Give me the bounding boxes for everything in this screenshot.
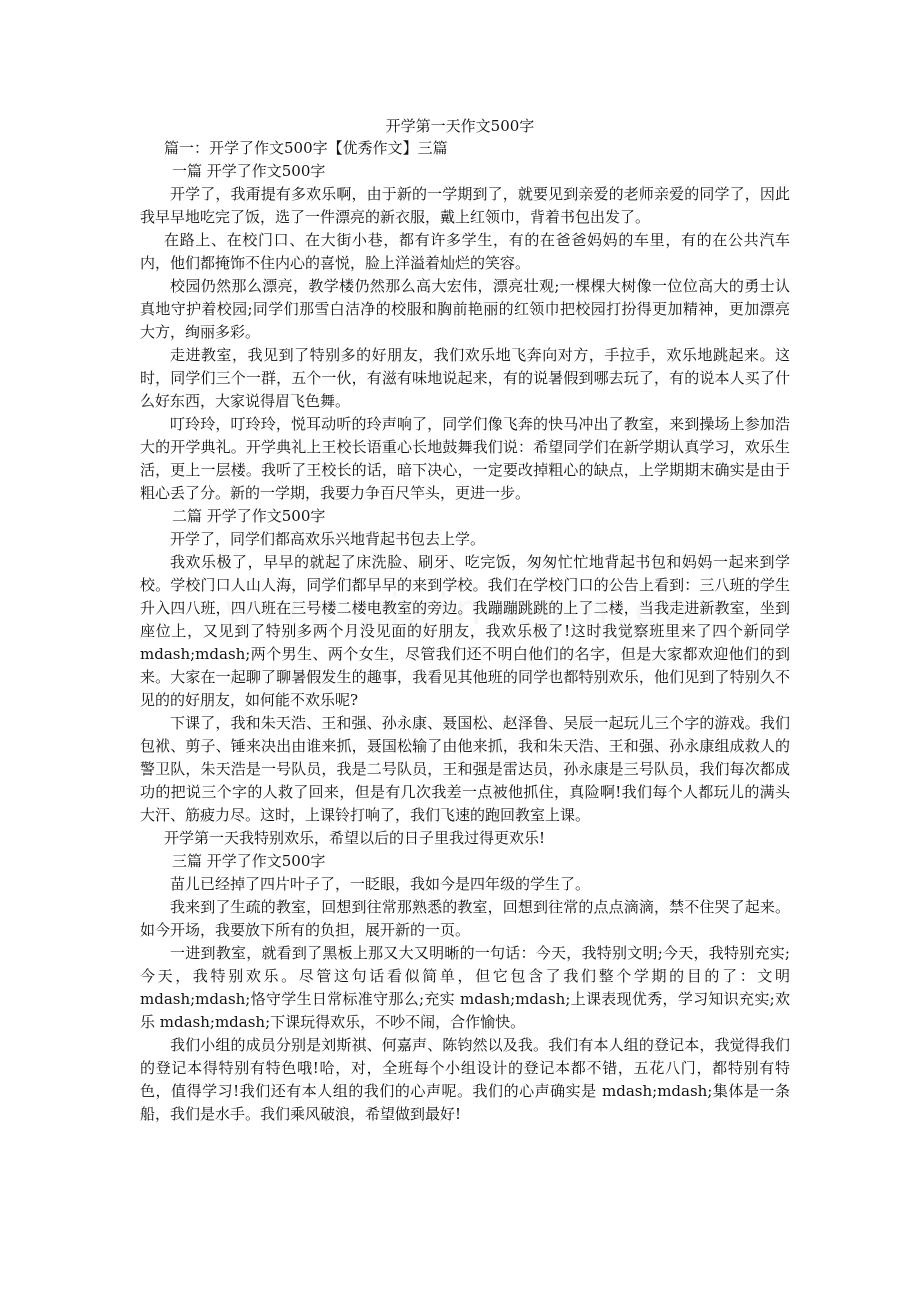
main-heading: 篇一：开学了作文500字【优秀作文】三篇: [164, 139, 448, 157]
section-heading: 三篇 开学了作文500字: [172, 852, 326, 870]
paragraph: 叮玲玲，叮玲玲，悦耳动听的玲声响了，同学们像飞奔的快马冲出了教室，来到操场上参加浩大的开学典礼。开学典礼上王校长语重心长地鼓舞我们说：希望同学们在新学期认真学习，欢乐生活，更上一层楼。我听了王校长的话，暗下决心，一定要改掉粗心的缺点，上学期期末确实是由于粗心丢了分。新的一学期，我要力争百尺竿头，更进一步。: [140, 415, 790, 502]
paragraph: 校园仍然那么漂亮，教学楼仍然那么高大宏伟，漂亮壮观;一棵棵大树像一位位高大的勇士认真地守护着校园;同学们那雪白洁净的校服和胸前艳丽的红领巾把校园打扮得更加精神，更加漂亮大方，绚丽多彩。: [140, 277, 790, 341]
paragraph: 我来到了生疏的教室，回想到往常那熟悉的教室，回想到往常的点点滴滴，禁不住哭了起来。如今开场，我要放下所有的负担，展开新的一页。: [140, 898, 790, 939]
paragraph: 开学第一天我特别欢乐，希望以后的日子里我过得更欢乐!: [164, 829, 546, 847]
paragraph: 开学了，同学们都高欢乐兴地背起书包去上学。: [170, 530, 486, 548]
paragraph: 我们小组的成员分别是刘斯祺、何嘉声、陈钧然以及我。我们有本人组的登记本，我觉得我们的登记本得特别有特色哦!哈，对，全班每个小组设计的登记本都不错，五花八门，都特别有特色，值得学习!我们还有本人组的我们的心声呢。我们的心声确实是 mdash;mdash;集体是一条船，我们是水手。我们乘风破浪，希望做到最好!: [140, 1036, 790, 1123]
paragraph: 开学了，我甭提有多欢乐啊，由于新的一学期到了，就要见到亲爱的老师亲爱的同学了，因此我早早地吃完了饭，选了一件漂亮的新衣服，戴上红领巾，背着书包出发了。: [140, 185, 790, 226]
document-title: 开学第一天作文500字: [385, 117, 535, 135]
paragraph: 一进到教室，就看到了黑板上那又大又明晰的一句话：今天，我特别文明;今天，我特别充实;今天，我特别欢乐。尽管这句话看似简单，但它包含了我们整个学期的目的了：文明 mdash;mdash;恪守学生日常标准守那么;充实 mdash;mdash;上课表现优秀，学习知识充实;欢乐 mdash;mdash;下课玩得欢乐，不吵不闹，合作愉快。: [140, 944, 790, 1031]
paragraph: 苗儿已经掉了四片叶子了，一眨眼，我如今是四年级的学生了。: [170, 875, 591, 893]
paragraph: 下课了，我和朱天浩、王和强、孙永康、聂国松、赵泽鲁、吴辰一起玩儿三个字的游戏。我们包袱、剪子、锤来决出由谁来抓，聂国松输了由他来抓，我和朱天浩、王和强、孙永康组成救人的警卫队，朱天浩是一号队员，我是二号队员，王和强是雷达员，孙永康是三号队员，我们每次都成功的把说三个字的人救了回来，但是有几次我差一点被他抓住，真险啊!我们每个人都玩儿的满头大汗、筋疲力尽。这时，上课铃打响了，我们飞速的跑回教室上课。: [140, 714, 790, 824]
section-heading: 二篇 开学了作文500字: [172, 507, 326, 525]
paragraph: 走进教室，我见到了特别多的好朋友，我们欢乐地飞奔向对方，手拉手，欢乐地跳起来。这时，同学们三个一群，五个一伙，有滋有味地说起来，有的说暑假到哪去玩了，有的说本人买了什么好东西，大家说得眉飞色舞。: [140, 346, 790, 410]
document-body: [140, 137, 790, 1126]
section-heading: 一篇 开学了作文500字: [172, 162, 326, 180]
paragraph: 我欢乐极了，早早的就起了床洗脸、刷牙、吃完饭，匆匆忙忙地背起书包和妈妈一起来到学校。学校门口人山人海，同学们都早早的来到学校。我们在学校门口的公告上看到：三八班的学生升入四八班，四八班在三号楼二楼电教室的旁边。我蹦蹦跳跳的上了二楼，当我走进新教室，坐到座位上，又见到了特别多两个月没见面的好朋友，我欢乐极了!这时我觉察班里来了四个新同学 mdash;mdash;两个男生、两个女生，尽管我们还不明白他们的名字，但是大家都欢迎他们的到来。大家在一起聊了聊暑假发生的趣事，我看见其他班的同学也都特别欢乐，他们见到了特别久不见的的好朋友，如何能不欢乐呢?: [140, 553, 790, 709]
paragraph: 在路上、在校门口、在大街小巷，都有许多学生，有的在爸爸妈妈的车里，有的在公共汽车内，他们都掩饰不住内心的喜悦，脸上洋溢着灿烂的笑容。: [140, 231, 790, 272]
